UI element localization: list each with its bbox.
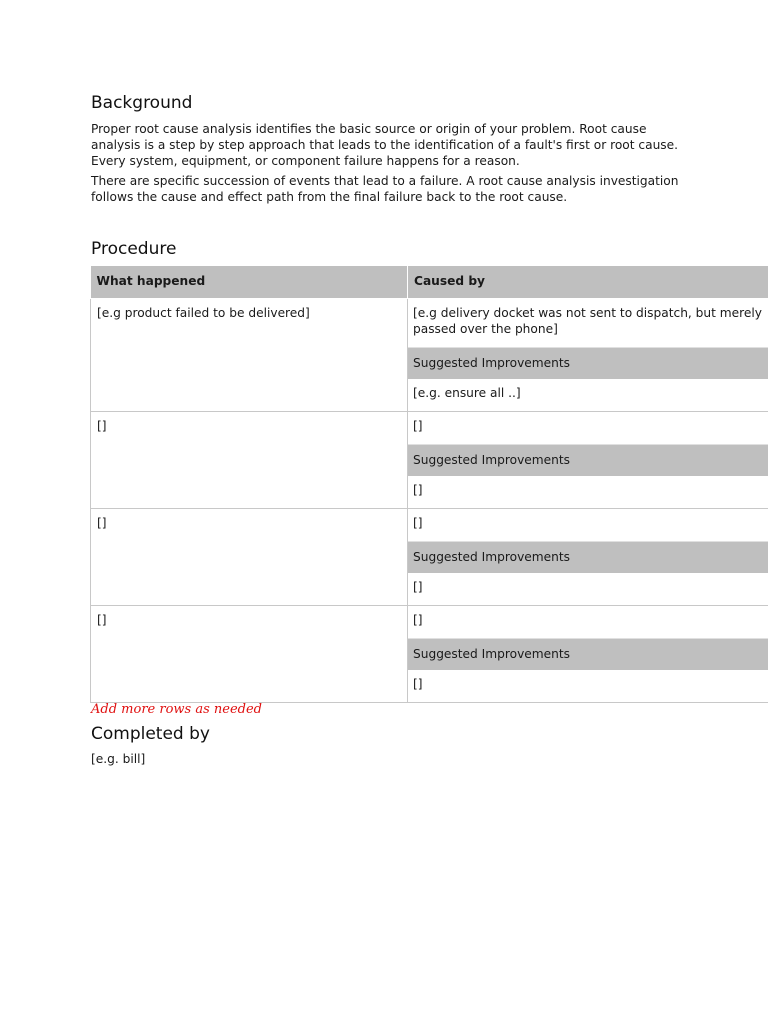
column-header-caused-by: Caused by [408,266,768,298]
caused-by-text[interactable]: [] [413,612,423,627]
caused-by-cell [408,411,768,508]
completed-by-heading: Completed by [91,724,210,744]
table-row [91,411,768,508]
background-paragraph-2: There are specific succession of events that lead to a failure. A root cause analysis investigation follows the cause and effect path from the final failure back to the root cause. [91,174,679,204]
what-happened-cell[interactable]: [] [91,508,408,605]
what-happened-cell[interactable]: [e.g product failed to be delivered] [91,298,408,411]
improvement-text[interactable]: [] [413,482,423,497]
caused-by-text[interactable]: [] [413,418,423,433]
improvement-text[interactable]: [e.g. ensure all ..] [413,385,521,400]
procedure-heading: Procedure [91,239,177,259]
what-happened-cell[interactable]: [] [91,411,408,508]
completed-by-value[interactable]: [e.g. bill] [91,752,146,766]
table-row [91,298,768,411]
suggested-improvements-label: Suggested Improvements [408,444,768,476]
background-paragraph-1: Proper root cause analysis identifies the basic source or origin of your problem. Root cause analysis is a step by step approach that leads to the identification of a fault's first or root cause. Every system, equipment, or component failure happens for a reason. [91,122,679,168]
suggested-improvements-label: Suggested Improvements [408,347,768,379]
suggested-improvements-label: Suggested Improvements [408,541,768,573]
background-heading: Background [91,93,193,113]
caused-by-cell [408,605,768,702]
column-header-what-happened: What happened [91,266,408,298]
what-happened-cell[interactable]: [] [91,605,408,702]
table-header-row [91,266,768,298]
table-row [91,605,768,702]
improvement-text[interactable]: [] [413,579,423,594]
suggested-improvements-label: Suggested Improvements [408,638,768,670]
table-row [91,508,768,605]
caused-by-cell [408,508,768,605]
caused-by-text[interactable]: [e.g delivery docket was not sent to dispatch, but merely passed over the phone] [413,305,762,336]
caused-by-text[interactable]: [] [413,515,423,530]
add-rows-note: Add more rows as needed [91,702,262,717]
procedure-table [90,266,768,703]
improvement-text[interactable]: [] [413,676,423,691]
caused-by-cell [408,298,768,411]
